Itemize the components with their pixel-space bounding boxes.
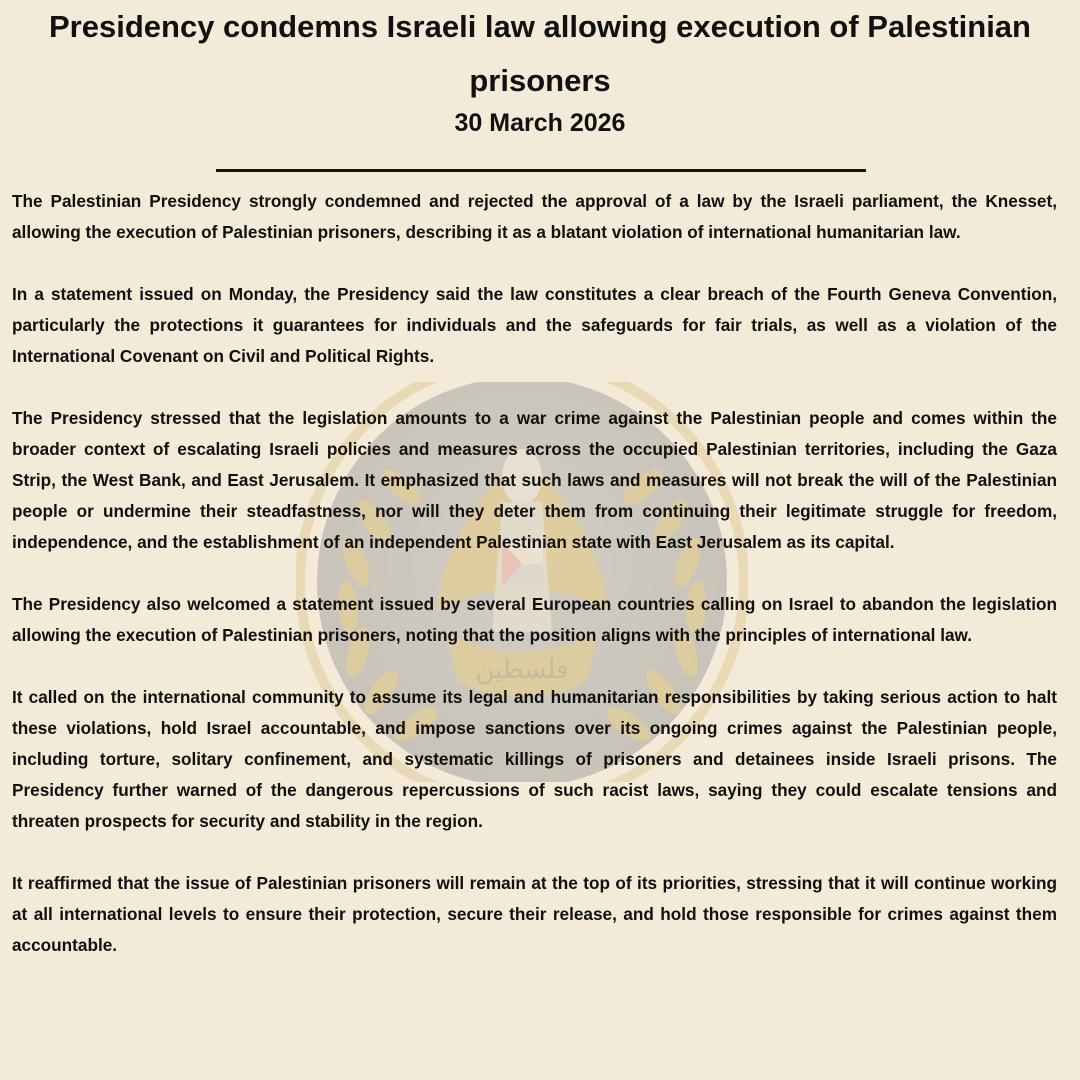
paragraph-5: It called on the international community to assume its legal and humanitarian responsibilities by taking serious action to halt these violations, hold Israel accountable, and impose sanctions over its ongoing crimes against the Palestinian people, including torture, solitary confinement, and systematic killings of prisoners and detainees inside Israeli prisons. The Presidency further warned of the dangerous repercussions of such racist laws, saying they could escalate tensions and threaten prospects for security and stability in the region. <box>12 687 1057 831</box>
paragraph-6: It reaffirmed that the issue of Palestinian prisoners will remain at the top of its priorities, stressing that it will continue working at all international levels to ensure their protection, secure their release, and hold those responsible for crimes against them accountable. <box>12 873 1057 955</box>
paragraph-1: The Palestinian Presidency strongly condemned and rejected the approval of a law by the Israeli parliament, the Knesset, allowing the execution of Palestinian prisoners, describing it as a blatant violation of international humanitarian law. <box>12 191 1057 242</box>
paragraph-3: The Presidency stressed that the legislation amounts to a war crime against the Palestinian people and comes within the broader context of escalating Israeli policies and measures across the occupied Palestinian territories, including the Gaza Strip, the West Bank, and East Jerusalem. It emphasized that such laws and measures will not break the will of the Palestinian people or undermine their steadfastness, nor will they deter them from continuing their legitimate struggle for freedom, independence, and the establishment of an independent Palestinian state with East Jerusalem as its capital. <box>12 408 1057 552</box>
paragraph-2: In a statement issued on Monday, the Presidency said the law constitutes a clear breach of the Fourth Geneva Convention, particularly the protections it guarantees for individuals and the safeguards for fair trials, as well as a violation of the International Covenant on Civil and Political Rights. <box>12 284 1057 366</box>
title-divider <box>216 169 866 172</box>
emblem-lettering: فلسطين <box>475 655 569 685</box>
paragraph-4: The Presidency also welcomed a statement issued by several European countries calling on Israel to abandon the legislation allowing the execution of Palestinian prisoners, noting that the position aligns with the principles of international law. <box>12 594 1057 645</box>
page-title: Presidency condemns Israeli law allowing execution of Palestinian prisoners <box>49 9 1031 98</box>
publication-date: 30 March 2026 <box>454 109 626 137</box>
article-body <box>12 186 1057 992</box>
